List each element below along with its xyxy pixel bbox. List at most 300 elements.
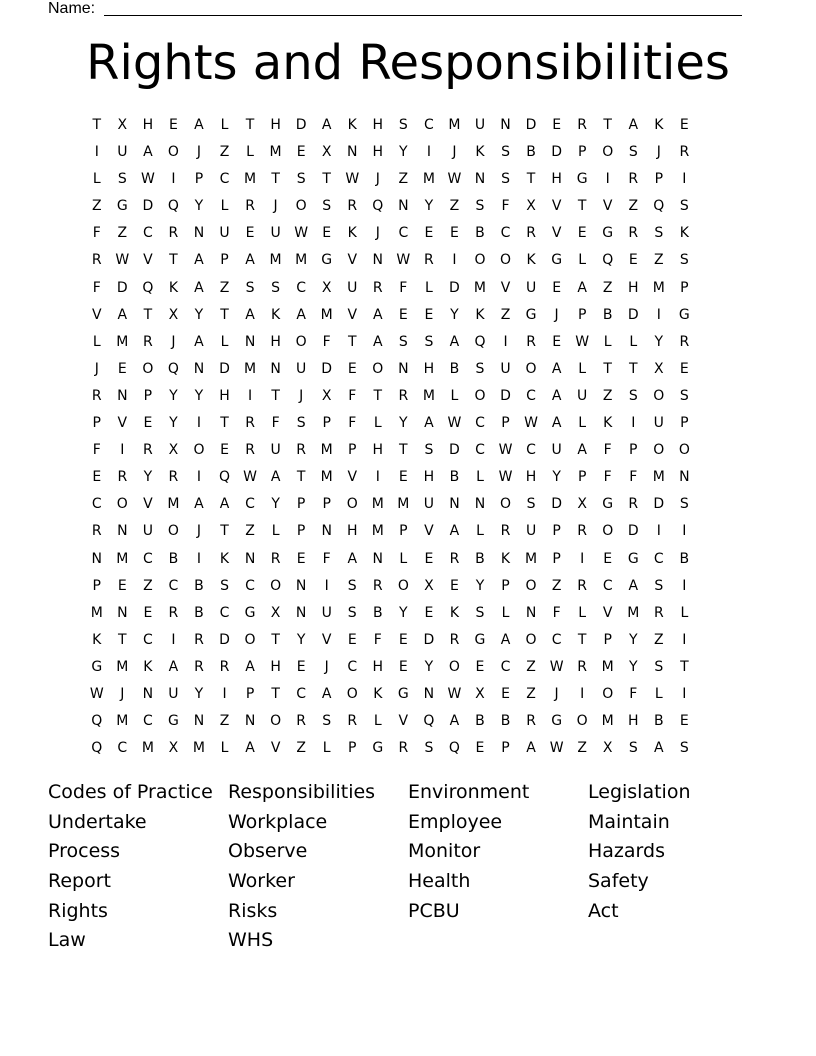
grid-cell: N [193, 713, 205, 730]
letter-grid [84, 112, 697, 762]
grid-cell: K [475, 306, 485, 323]
grid-cell: A [500, 631, 511, 648]
grid-cell: U [321, 604, 332, 621]
grid-cell: D [551, 144, 562, 161]
grid-cell: R [372, 279, 383, 296]
grid-cell: N [449, 496, 460, 513]
grid-cell: N [347, 144, 358, 161]
grid-cell: P [629, 442, 638, 459]
grid-row [84, 708, 697, 735]
grid-cell: O [167, 523, 179, 540]
grid-cell: F [603, 442, 612, 459]
grid-cell: U [296, 360, 307, 377]
grid-cell: A [449, 333, 460, 350]
grid-cell: A [373, 333, 383, 350]
grid-cell: N [372, 550, 384, 567]
grid-cell: A [194, 117, 204, 133]
grid-cell: T [577, 198, 587, 215]
grid-cell: N [193, 225, 205, 242]
grid-cell: U [142, 523, 153, 540]
grid-cell: L [220, 740, 229, 757]
grid-cell: M [652, 469, 665, 486]
grid-cell: L [450, 387, 459, 404]
grid-cell: C [245, 577, 255, 594]
grid-cell: M [371, 523, 384, 540]
grid-cell: G [602, 225, 614, 242]
grid-cell: E [552, 333, 562, 350]
grid-cell: O [295, 333, 307, 350]
grid-cell: T [526, 171, 536, 188]
grid-cell: I [196, 415, 202, 432]
grid-cell: V [398, 713, 409, 730]
grid-row [84, 464, 697, 491]
grid-cell: E [143, 604, 153, 621]
grid-cell: T [271, 171, 280, 188]
grid-cell: B [475, 713, 485, 730]
grid-cell: M [525, 550, 538, 567]
grid-cell: D [295, 117, 307, 133]
grid-cell: M [627, 604, 640, 621]
grid-cell: A [245, 658, 255, 675]
grid-cell: M [371, 496, 384, 513]
grid-cell: S [322, 198, 332, 215]
grid-cell: Y [271, 496, 280, 513]
word-list-item: Codes of Practice [48, 781, 213, 803]
grid-cell: S [424, 442, 434, 459]
grid-cell: A [628, 577, 639, 594]
grid-cell: P [577, 306, 587, 323]
grid-cell: A [321, 685, 332, 702]
grid-cell: S [501, 171, 510, 188]
grid-cell: U [423, 496, 434, 513]
grid-cell: Y [424, 658, 434, 675]
grid-cell: X [654, 360, 664, 377]
grid-cell: N [117, 604, 128, 621]
grid-cell: B [449, 469, 460, 486]
grid-cell: W [498, 442, 513, 459]
grid-row [84, 275, 697, 302]
word-list-item: Safety [588, 870, 649, 893]
grid-cell: C [219, 171, 230, 188]
grid-cell: P [501, 415, 510, 432]
grid-cell: A [194, 496, 204, 513]
grid-cell: C [347, 658, 358, 675]
grid-cell: T [271, 631, 280, 648]
grid-cell: R [91, 252, 102, 269]
grid-cell: P [399, 523, 408, 540]
grid-cell: P [501, 740, 510, 757]
grid-cell: E [398, 469, 408, 486]
grid-cell: U [347, 279, 358, 296]
grid-cell: S [220, 577, 229, 594]
word-list-item: Environment [408, 781, 530, 803]
word-list-item: Responsibilities [228, 781, 376, 803]
grid-cell: Z [219, 144, 230, 161]
grid-cell: E [92, 469, 102, 486]
grid-row [84, 681, 697, 708]
grid-cell: T [271, 387, 280, 404]
grid-cell: C [296, 279, 307, 296]
grid-cell: E [577, 225, 587, 242]
grid-cell: X [321, 279, 332, 296]
grid-cell: C [398, 225, 409, 242]
grid-cell: A [270, 469, 281, 486]
grid-cell: O [142, 360, 154, 377]
grid-cell: X [424, 577, 434, 594]
grid-cell: T [603, 360, 612, 377]
grid-cell: R [296, 713, 307, 730]
grid-cell: S [117, 171, 127, 188]
grid-cell: X [168, 740, 179, 757]
grid-cell: Z [219, 713, 230, 730]
word-list-item: Observe [228, 840, 308, 863]
grid-cell: B [679, 550, 690, 567]
grid-cell: W [345, 171, 360, 188]
grid-row [84, 247, 697, 274]
grid-cell: X [270, 604, 281, 621]
grid-cell: G [551, 713, 563, 730]
grid-cell: J [554, 685, 559, 702]
grid-cell: G [678, 306, 690, 323]
grid-cell: C [526, 442, 536, 459]
grid-cell: Z [526, 685, 536, 702]
grid-cell: O [193, 442, 205, 459]
grid-cell: Z [654, 631, 664, 648]
grid-cell: L [271, 523, 280, 540]
word-list-item: Workplace [228, 810, 328, 833]
grid-cell: E [450, 225, 459, 242]
grid-cell: W [549, 740, 564, 757]
grid-cell: G [321, 252, 333, 269]
grid-cell: B [449, 360, 460, 377]
grid-cell: K [168, 279, 178, 296]
grid-cell: O [346, 685, 358, 702]
grid-row [84, 193, 697, 220]
grid-cell: H [423, 469, 435, 486]
name-label: Name: [48, 0, 96, 17]
grid-cell: R [577, 117, 588, 133]
grid-cell: Y [450, 306, 459, 323]
grid-cell: B [194, 604, 204, 621]
word-list-item: Maintain [588, 810, 670, 833]
grid-cell: H [270, 117, 281, 133]
grid-cell: I [324, 577, 329, 594]
grid-cell: Z [398, 171, 409, 188]
grid-cell: E [168, 117, 178, 133]
grid-cell: T [603, 117, 612, 133]
grid-cell: G [244, 604, 256, 621]
grid-cell: N [525, 604, 537, 621]
grid-cell: J [94, 360, 99, 377]
grid-cell: N [117, 387, 128, 404]
grid-cell: E [679, 713, 689, 730]
grid-cell: C [500, 658, 511, 675]
grid-cell: N [474, 496, 486, 513]
grid-cell: H [372, 144, 384, 161]
grid-cell: H [346, 523, 358, 540]
grid-cell: Z [449, 198, 460, 215]
word-list-item: Monitor [408, 840, 481, 863]
grid-cell: I [580, 550, 585, 567]
grid-cell: J [120, 685, 125, 702]
grid-cell: S [501, 144, 510, 161]
grid-cell: D [500, 387, 511, 404]
grid-cell: E [347, 360, 357, 377]
grid-cell: E [296, 658, 306, 675]
grid-cell: S [296, 171, 306, 188]
grid-cell: E [475, 740, 485, 757]
word-list-item: Legislation [588, 781, 691, 803]
word-list-item: Rights [48, 899, 108, 922]
grid-cell: T [399, 442, 408, 459]
grid-cell: I [375, 469, 380, 486]
grid-cell: K [654, 117, 664, 133]
grid-cell: G [116, 198, 128, 215]
grid-cell: A [551, 387, 562, 404]
grid-cell: Q [167, 198, 179, 215]
grid-cell: O [602, 523, 614, 540]
grid-cell: H [372, 442, 384, 459]
grid-cell: V [347, 306, 358, 323]
grid-cell: Q [372, 198, 384, 215]
grid-cell: N [372, 252, 384, 269]
grid-cell: S [679, 198, 689, 215]
grid-cell: N [142, 685, 154, 702]
grid-cell: C [500, 225, 511, 242]
grid-cell: L [629, 333, 638, 350]
grid-cell: I [682, 523, 687, 540]
grid-cell: O [602, 685, 614, 702]
grid-cell: P [296, 496, 306, 513]
grid-cell: E [143, 415, 153, 432]
grid-cell: Q [91, 740, 103, 757]
grid-cell: U [525, 279, 537, 296]
grid-cell: L [501, 604, 510, 621]
grid-cell: K [475, 144, 485, 161]
grid-cell: Z [143, 577, 153, 594]
grid-cell: D [551, 496, 562, 513]
grid-cell: S [347, 604, 357, 621]
grid-cell: A [551, 360, 562, 377]
grid-cell: I [222, 685, 227, 702]
grid-cell: K [347, 117, 357, 133]
grid-cell: T [322, 171, 331, 188]
grid-cell: A [194, 252, 204, 269]
grid-cell: O [500, 496, 512, 513]
grid-cell: Z [526, 658, 536, 675]
grid-cell: G [372, 740, 384, 757]
grid-cell: M [244, 171, 257, 188]
grid-cell: L [246, 144, 254, 161]
word-list-item: Undertake [48, 810, 147, 833]
grid-cell: L [92, 171, 101, 188]
grid-cell: E [296, 144, 306, 161]
grid-cell: E [628, 252, 638, 269]
grid-cell: F [92, 225, 101, 242]
word-list-item: Report [48, 870, 111, 893]
grid-cell: J [375, 171, 380, 188]
word-list-item: Law [48, 929, 86, 952]
grid-cell: G [602, 496, 614, 513]
grid-cell: A [654, 740, 664, 757]
grid-cell: I [247, 387, 253, 404]
grid-cell: T [92, 117, 102, 133]
grid-cell: L [476, 469, 484, 486]
grid-cell: M [448, 117, 461, 133]
grid-cell: D [449, 279, 460, 296]
grid-cell: I [196, 469, 202, 486]
grid-row [84, 139, 697, 166]
grid-cell: P [577, 144, 587, 161]
grid-cell: U [653, 415, 664, 432]
grid-cell: P [348, 442, 357, 459]
grid-cell: R [526, 225, 536, 242]
grid-cell: L [373, 713, 382, 730]
grid-cell: U [219, 225, 230, 242]
grid-cell: Z [602, 387, 613, 404]
grid-cell: F [629, 469, 638, 486]
grid-cell: E [398, 631, 408, 648]
grid-cell: H [372, 658, 384, 675]
grid-cell: S [628, 740, 638, 757]
grid-cell: K [373, 685, 383, 702]
grid-cell: K [500, 550, 511, 567]
grid-cell: V [602, 604, 613, 621]
grid-cell: U [270, 442, 281, 459]
grid-row [84, 112, 697, 139]
grid-cell: M [192, 740, 205, 757]
grid-cell: Y [399, 604, 408, 621]
grid-cell: Z [602, 279, 613, 296]
grid-cell: O [397, 577, 409, 594]
grid-cell: L [680, 604, 689, 621]
grid-cell: H [219, 387, 230, 404]
grid-cell: E [475, 658, 485, 675]
grid-cell: V [551, 225, 562, 242]
grid-row [84, 654, 697, 681]
grid-cell: F [399, 279, 408, 296]
grid-cell: A [194, 279, 204, 296]
grid-cell: V [500, 279, 511, 296]
grid-cell: H [423, 360, 435, 377]
grid-cell: E [220, 442, 229, 459]
grid-cell: J [375, 225, 380, 242]
grid-row [84, 573, 697, 600]
grid-cell: U [117, 144, 128, 161]
grid-cell: V [321, 631, 332, 648]
grid-cell: N [295, 604, 307, 621]
grid-cell: X [577, 496, 587, 513]
grid-cell: E [117, 360, 127, 377]
grid-cell: L [373, 415, 382, 432]
grid-cell: L [578, 252, 587, 269]
grid-cell: I [682, 577, 687, 594]
grid-cell: Y [628, 631, 638, 648]
grid-cell: Z [219, 279, 230, 296]
grid-cell: W [140, 171, 155, 188]
grid-cell: C [296, 685, 307, 702]
grid-cell: W [294, 225, 309, 242]
grid-cell: K [347, 225, 357, 242]
grid-cell: S [679, 387, 689, 404]
grid-cell: G [91, 658, 103, 675]
grid-cell: N [295, 577, 307, 594]
grid-cell: C [219, 604, 230, 621]
grid-cell: X [321, 387, 332, 404]
grid-cell: O [474, 252, 486, 269]
grid-cell: C [142, 631, 153, 648]
grid-cell: J [171, 333, 176, 350]
grid-cell: C [602, 577, 613, 594]
grid-cell: Q [91, 713, 103, 730]
grid-cell: R [526, 713, 536, 730]
grid-cell: S [475, 198, 485, 215]
grid-cell: I [605, 171, 610, 188]
grid-cell: M [320, 306, 333, 323]
grid-cell: R [91, 523, 102, 540]
grid-cell: L [322, 740, 331, 757]
grid-cell: F [552, 604, 561, 621]
grid-cell: M [601, 713, 614, 730]
grid-cell: A [347, 550, 358, 567]
grid-cell: C [142, 550, 153, 567]
grid-cell: O [167, 144, 179, 161]
grid-cell: V [347, 469, 358, 486]
page-title: Rights and Responsibilities [86, 35, 730, 91]
grid-cell: B [602, 306, 613, 323]
grid-cell: N [500, 117, 511, 133]
word-list-item: Act [588, 899, 619, 922]
grid-row [84, 383, 697, 410]
grid-cell: E [322, 225, 332, 242]
grid-cell: C [142, 225, 153, 242]
grid-cell: Y [143, 469, 153, 486]
grid-cell: Q [602, 252, 614, 269]
grid-cell: Y [628, 658, 638, 675]
grid-cell: B [500, 713, 511, 730]
grid-row [84, 437, 697, 464]
grid-cell: N [244, 713, 256, 730]
grid-cell: R [347, 713, 358, 730]
grid-cell: W [447, 685, 462, 702]
grid-cell: R [449, 631, 460, 648]
grid-cell: K [449, 604, 460, 621]
grid-cell: R [347, 198, 358, 215]
word-list-item: Hazards [588, 840, 665, 863]
grid-cell: P [92, 415, 101, 432]
grid-cell: L [578, 415, 587, 432]
grid-cell: D [627, 523, 639, 540]
grid-cell: Q [142, 279, 154, 296]
grid-cell: O [653, 442, 665, 459]
grid-cell: S [679, 252, 689, 269]
grid-cell: G [551, 252, 563, 269]
grid-cell: T [577, 631, 587, 648]
grid-cell: I [656, 523, 661, 540]
grid-cell: O [474, 387, 486, 404]
grid-cell: T [220, 523, 229, 540]
grid-cell: M [116, 333, 129, 350]
grid-cell: J [324, 658, 329, 675]
grid-cell: A [628, 117, 639, 133]
grid-cell: R [653, 604, 664, 621]
grid-cell: X [602, 740, 613, 757]
grid-cell: A [194, 333, 204, 350]
word-list-item: Worker [228, 870, 295, 893]
name-underline [104, 15, 742, 16]
grid-cell: D [219, 360, 230, 377]
grid-row [84, 735, 697, 762]
